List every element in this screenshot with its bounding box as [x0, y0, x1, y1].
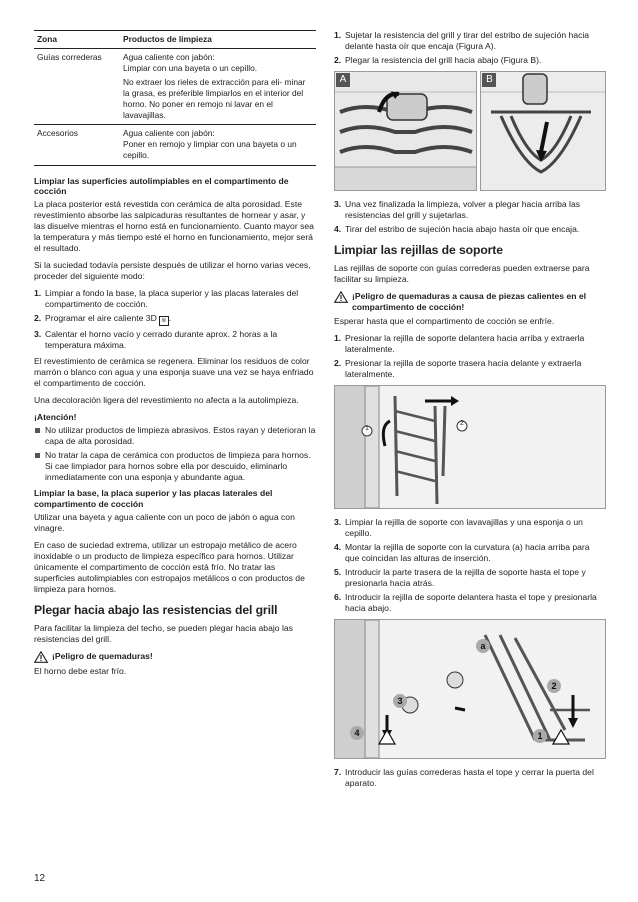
list-item: [334, 224, 606, 235]
step-text: Tirar del estribo de sujeción hacia abajo hasta oír que encaja.: [345, 224, 580, 234]
table-cell-note: No extraer los rieles de extracción para eli- minar la grasa, es preferible limpiarlos en el interior del horno. No poner en remojo ni lavar en el lavavajillas.: [123, 77, 306, 120]
table-cell-products: [120, 48, 316, 125]
list-item: 2. Programar el aire caliente 3D ≋ .: [34, 313, 172, 325]
paragraph: Para facilitar la limpieza del techo, se pueden plegar hacia abajo las resistencias del grill.: [34, 622, 293, 644]
warning-burn: [34, 651, 316, 663]
list-item: [334, 517, 606, 539]
paragraph: Utilizar una bayeta y agua caliente con un poco de jabón o agua con vinagre.: [34, 512, 295, 534]
table-cell-line: Agua caliente con jabón:: [123, 128, 215, 139]
step-text: Plegar la resistencia del grill hacia abajo (Figura B).: [345, 55, 542, 65]
list-item: [334, 592, 606, 614]
callout-2: 2: [547, 679, 561, 693]
paragraph: Una decoloración ligera del revestimiento no afecta a la autolimpieza.: [34, 395, 299, 406]
step-number: 5.: [334, 566, 342, 577]
rack-install-illustration: [335, 620, 605, 758]
hot-air-3d-icon: ≋: [159, 316, 169, 326]
page-number: 12: [34, 873, 46, 884]
step-number: 2.: [334, 357, 342, 368]
callout-1: 1: [533, 729, 547, 743]
step-text: Montar la rejilla de soporte con la curvatura (a) hacia arriba para que coincidan las alturas de inserción.: [345, 541, 590, 563]
callout-1: 1: [365, 424, 369, 432]
steps-list: [334, 30, 606, 66]
heading-base: Limpiar la base, la placa superior y las placas laterales del compartimento de cocción: [34, 488, 273, 509]
step-text: Limpiar a fondo la base, la placa superior y las placas laterales del compartimento de cocción.: [45, 288, 299, 310]
table-header-zona: Zona: [34, 31, 120, 49]
figures-ab: [334, 71, 606, 191]
rack-removal-illustration: [335, 386, 605, 508]
table-header-row: [34, 31, 316, 49]
figure-rack-removal: [334, 385, 606, 509]
steps-list: [334, 517, 606, 614]
figure-label: A: [336, 73, 350, 87]
paragraph: Las rejillas de soporte con guías correderas pueden extraerse para facilitar su limpieza.: [334, 262, 590, 284]
table-row: [34, 125, 316, 165]
warning-hot-parts: [334, 291, 606, 313]
callout-4: 4: [350, 726, 364, 740]
figure-rack-install: [334, 619, 606, 759]
step-text: Presionar la rejilla de soporte delantera hacia arriba y extraerla lateralmente.: [345, 332, 585, 354]
paragraph: En caso de suciedad extrema, utilizar un estropajo metálico de acero inoxidable o un producto de limpieza específico para hornos. Utilizar únicamente el compartimento de cocción está frío. No tratar las superficies autolimpiables con estropajos metálicos o con productos de limpieza para hornos.: [34, 540, 305, 595]
step-text: Una vez finalizada la limpieza, volver a plegar hacia arriba las resistencias del grill y sujetarlas.: [345, 199, 581, 220]
table-cell-zone: Guías correderas: [34, 48, 120, 125]
table-cell-zone: Accesorios: [34, 125, 120, 165]
callout-2: 2: [460, 419, 464, 427]
step-number: 2.: [334, 55, 342, 65]
step-number: 1.: [34, 288, 42, 299]
warning-triangle-icon: [334, 291, 348, 303]
step-text: Introducir las guías correderas hasta el tope y cerrar la puerta del aparato.: [345, 766, 594, 788]
callout-3: 3: [393, 694, 407, 708]
list-item: [334, 542, 606, 564]
table-row: [34, 48, 316, 125]
right-column: [334, 30, 606, 794]
section-title-rejillas: Limpiar las rejillas de soporte: [334, 243, 503, 257]
cleaning-table: [34, 30, 316, 166]
left-column: [34, 30, 316, 683]
table-cell-line: Poner en remojo y limpiar con una bayeta o un cepillo.: [123, 139, 297, 160]
paragraph: Esperar hasta que el compartimento de cocción se enfríe.: [334, 315, 555, 326]
step-number: 2.: [34, 313, 42, 324]
step-number: 4.: [334, 224, 342, 234]
section-title-grill: Plegar hacia abajo las resistencias del grill: [34, 603, 278, 618]
step-number: 7.: [334, 766, 342, 777]
callout-a: a: [476, 639, 490, 653]
warning-triangle-icon: [34, 651, 48, 663]
step-number: 3.: [34, 329, 42, 340]
list-item: [334, 30, 606, 52]
paragraph: Si la suciedad todavía persiste después de utilizar el horno varias veces, proceder del siguiente modo:: [34, 260, 311, 282]
step-number: 3.: [334, 516, 342, 527]
paragraph: La placa posterior está revestida con cerámica de alta porosidad. Este revestimiento absorbe las salpicaduras resultantes de hornear y asar, y las disuelve mientras el horno está en funcionamiento. Cuanto mayor sea la temperatura y más tiempo esté el horno en funcionamiento, mejor será el resultado.: [34, 199, 314, 254]
table-cell-line: Limpiar con una bayeta o un cepillo.: [123, 62, 258, 73]
step-number: 1.: [334, 30, 342, 40]
warning-text: ¡Peligro de quemaduras!: [52, 650, 153, 661]
step-number: 3.: [334, 199, 342, 209]
steps-list: [334, 333, 606, 380]
table-header-productos: Productos de limpieza: [120, 31, 316, 49]
attention-heading: ¡Atención!: [34, 412, 77, 423]
table-cell-products: [120, 125, 316, 165]
step-number: 4.: [334, 541, 342, 552]
steps-list: [334, 767, 606, 789]
list-item: [334, 567, 606, 589]
list-item: No utilizar productos de limpieza abrasivos. Estos rayan y deterioran la capa de alta porosidad.: [34, 425, 316, 447]
attention-list: [34, 425, 316, 483]
table-cell-line: Agua caliente con jabón:: [123, 51, 215, 62]
list-item: [34, 288, 316, 310]
step-number: 6.: [334, 591, 342, 602]
list-item: [334, 55, 606, 66]
step-text: Introducir la rejilla de soporte delantera hasta el tope y presionarla hacia abajo.: [345, 591, 597, 613]
list-item: [34, 329, 316, 351]
step-text: Presionar la rejilla de soporte trasera hacia delante y extraerla lateralmente.: [345, 357, 582, 379]
figure-b: [480, 71, 606, 191]
step-text: Limpiar la rejilla de soporte con lavavajillas y una esponja o un cepillo.: [345, 516, 583, 538]
step-text: Calentar el horno vacío y cerrado durante aprox. 2 horas a la temperatura máxima.: [45, 329, 278, 351]
heading-autolimpiables: Limpiar las superficies autolimpiables en el compartimento de cocción: [34, 175, 289, 196]
paragraph: El revestimiento de cerámica se regenera. Eliminar los residuos de color marrón o blanco con agua y una esponja suave una vez se haya enfriado el compartimento de cocción.: [34, 356, 314, 389]
step-text: Introducir la parte trasera de la rejilla de soporte hasta el tope y presionarla hacia atrás.: [345, 566, 586, 588]
paragraph: El horno debe estar frío.: [34, 665, 127, 676]
warning-text: ¡Peligro de quemaduras a causa de piezas calientes en el compartimento de cocción!: [352, 290, 587, 312]
list-item: [334, 767, 606, 789]
figure-a: [334, 71, 477, 191]
grill-fold-illustration-b: [481, 72, 605, 190]
list-item: [334, 333, 606, 355]
list-item: [334, 199, 606, 221]
grill-fold-illustration-a: [335, 72, 477, 190]
step-number: 1.: [334, 332, 342, 343]
step-text: Programar el aire caliente 3D: [45, 313, 157, 324]
step-text: Sujetar la resistencia del grill y tirar del estribo de sujeción hacia delante hasta oír que encaja (Figura A).: [345, 30, 590, 51]
steps-list: [334, 199, 606, 235]
list-item: No tratar la capa de cerámica con productos de limpieza para hornos. Si cae limpiador para hornos sobre ella por descuido, eliminarlo inmediatamente con una esponja y abundante agua.: [34, 450, 316, 483]
list-item: [334, 358, 606, 380]
figure-label: B: [482, 73, 496, 87]
steps-list: [34, 288, 316, 351]
